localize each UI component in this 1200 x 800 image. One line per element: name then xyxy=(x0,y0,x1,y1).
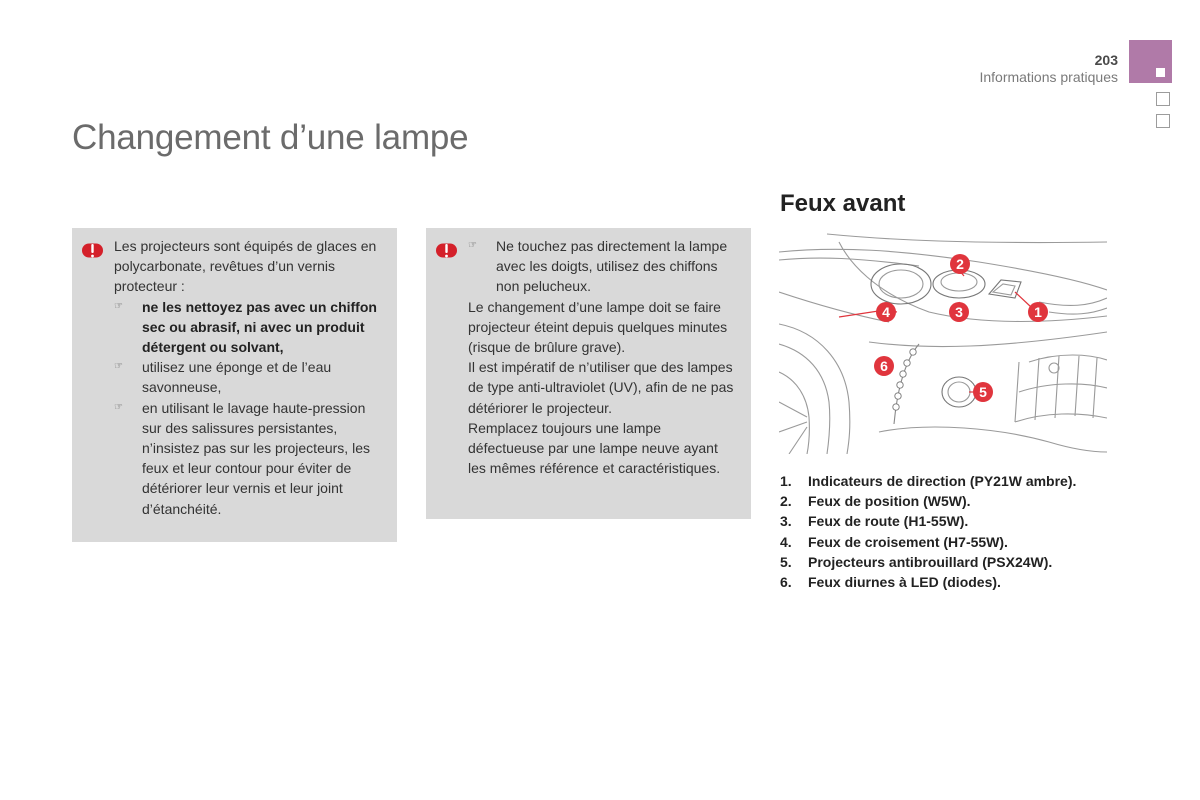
list-item: 6. Feux diurnes à LED (diodes). xyxy=(780,574,1001,591)
svg-text:2: 2 xyxy=(956,256,964,272)
list-item: 1. Indicateurs de direction (PY21W ambre). xyxy=(780,473,1077,489)
svg-text:6: 6 xyxy=(880,358,888,374)
marker-2 xyxy=(950,254,970,274)
warning-box-cleaning xyxy=(72,228,397,542)
warning-mid-paragraph-2: Il est impératif de n’utiliser que des lampes de type anti-ultraviolet (UV), afin de ne pas détériorer le projecteur. xyxy=(468,359,734,416)
list-item: 4. Feux de croisement (H7-55W). xyxy=(780,533,1008,550)
svg-text:3: 3 xyxy=(955,304,963,320)
front-lights-diagram xyxy=(779,232,1107,454)
warning-left-intro: Les projecteurs sont équipés de glaces en polycarbonate, revêtues d’un vernis protecteur : xyxy=(114,238,377,295)
warning-mid-paragraph: Le changement d’une lampe doit se faire projecteur éteint depuis quelques minutes (risque de brûlure grave). xyxy=(468,298,728,356)
section-label: Informations pratiques xyxy=(979,69,1118,85)
pointing-hand-icon: ☞ xyxy=(114,361,123,373)
list-item: ☞ ne les nettoyez pas avec un chiffon sec ou abrasif, ni avec un produit détergent ou solvant, xyxy=(114,298,377,356)
marker-1 xyxy=(1028,302,1048,322)
feux-avant-title: Feux avant xyxy=(780,190,906,217)
pointing-hand-icon: ☞ xyxy=(114,300,123,312)
svg-text:5: 5 xyxy=(979,384,987,400)
list-item: ☞ Ne touchez pas directement la lampe avec les doigts, utilisez des chiffons non pelucheux. xyxy=(468,238,728,295)
chapter-tab-box-icon xyxy=(1156,114,1170,128)
marker-6 xyxy=(874,356,894,376)
pointing-hand-icon: ☞ xyxy=(114,401,123,413)
pointing-hand-icon: ☞ xyxy=(468,240,477,251)
list-item: ☞ en utilisant le lavage haute-pression sur des salissures persistantes, n’insistez pas sur les projecteurs, les feux et leur contour pour éviter de détériorer leur vernis et leur joint d’étanchéité. xyxy=(114,399,370,517)
marker-4 xyxy=(876,302,896,322)
marker-3 xyxy=(949,302,969,322)
lights-legend xyxy=(780,471,1076,592)
chapter-tab-active xyxy=(1129,40,1172,83)
svg-text:1: 1 xyxy=(1034,304,1042,320)
marker-5 xyxy=(973,382,993,402)
chapter-tab-box-icon xyxy=(1156,92,1170,106)
list-item: ☞ utilisez une éponge et de l’eau savonneuse, xyxy=(114,359,332,396)
list-item: 3. Feux de route (H1-55W). xyxy=(780,513,969,530)
svg-text:4: 4 xyxy=(882,304,890,320)
list-item: 2. Feux de position (W5W). xyxy=(780,493,971,510)
warning-mid-paragraph-3: Remplacez toujours une lampe défectueuse par une lampe neuve ayant les mêmes référence et caractéristiques. xyxy=(468,419,721,477)
exclamation-warning-icon xyxy=(82,239,103,262)
page-title: Changement d’une lampe xyxy=(72,118,469,157)
page-number: 203 xyxy=(1094,52,1118,68)
exclamation-warning-icon xyxy=(436,239,457,262)
warning-box-handling xyxy=(426,228,751,519)
tab-square-icon xyxy=(1156,68,1165,77)
list-item: 5. Projecteurs antibrouillard (PSX24W). xyxy=(780,553,1053,570)
